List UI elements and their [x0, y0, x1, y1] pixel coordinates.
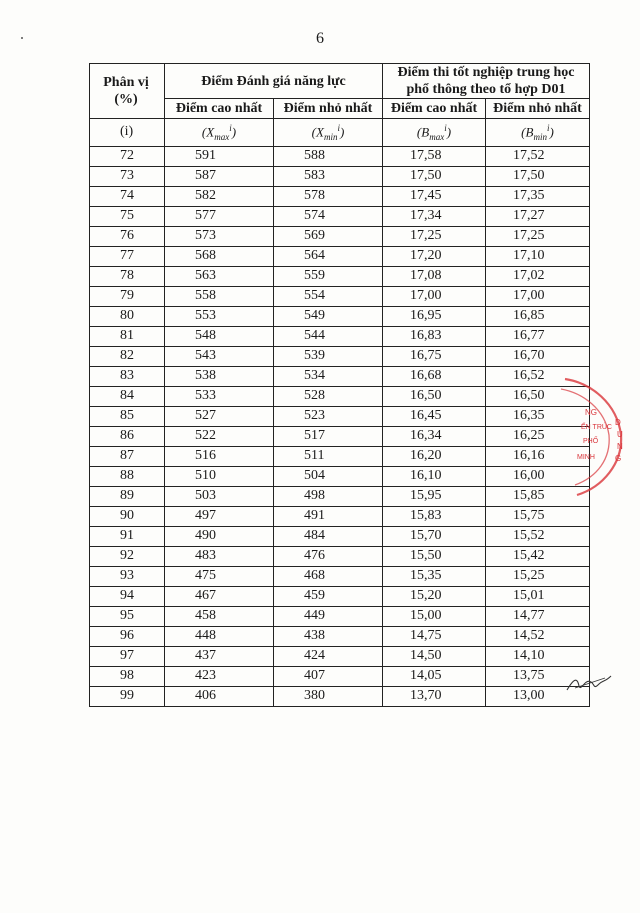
b-max-cell: 16,50	[383, 386, 486, 406]
x-min-cell: 476	[274, 546, 383, 566]
x-max-symbol: $(X_{max}^i)$	[165, 119, 274, 147]
percentile-score-table	[89, 63, 590, 707]
table-row	[90, 166, 590, 186]
table-row	[90, 226, 590, 246]
percentile-cell: 85	[90, 406, 165, 426]
x-max-cell: 406	[165, 686, 274, 706]
graduation-score-group-header: Điểm thi tốt nghiệp trung học phổ thông theo tổ hợp D01	[383, 64, 590, 99]
seal-letter-1: D	[615, 418, 621, 427]
b-max-cell: 15,83	[383, 506, 486, 526]
b-min-cell: 15,85	[486, 486, 590, 506]
b-min-cell: 13,75	[486, 666, 590, 686]
percentile-cell: 79	[90, 286, 165, 306]
percentile-cell: 94	[90, 586, 165, 606]
percentile-cell: 99	[90, 686, 165, 706]
b-min-cell: 16,35	[486, 406, 590, 426]
table-row	[90, 446, 590, 466]
x-min-header: Điểm nhỏ nhất	[274, 99, 383, 119]
b-max-cell: 14,05	[383, 666, 486, 686]
b-min-cell: 15,75	[486, 506, 590, 526]
table-row	[90, 386, 590, 406]
percentile-cell: 96	[90, 626, 165, 646]
table-row	[90, 686, 590, 706]
x-min-cell: 459	[274, 586, 383, 606]
x-max-cell: 587	[165, 166, 274, 186]
percent-header-label: (%)	[114, 92, 138, 107]
b-max-cell: 17,08	[383, 266, 486, 286]
percentile-cell: 95	[90, 606, 165, 626]
table-row	[90, 146, 590, 166]
b-min-cell: 17,52	[486, 146, 590, 166]
capacity-score-group-header: Điểm Đánh giá năng lực	[165, 64, 383, 99]
b-max-cell: 16,10	[383, 466, 486, 486]
table-row	[90, 206, 590, 226]
table-row	[90, 266, 590, 286]
i-symbol: (i)	[90, 119, 165, 147]
symbol-row	[90, 119, 590, 147]
percentile-cell: 84	[90, 386, 165, 406]
x-min-cell: 549	[274, 306, 383, 326]
x-max-cell: 538	[165, 366, 274, 386]
x-max-cell: 577	[165, 206, 274, 226]
page-number: 6	[316, 30, 324, 47]
percentile-cell: 93	[90, 566, 165, 586]
x-max-cell: 543	[165, 346, 274, 366]
percentile-cell: 97	[90, 646, 165, 666]
x-min-cell: 438	[274, 626, 383, 646]
seal-letter-3: N	[617, 442, 623, 451]
b-min-header: Điểm nhỏ nhất	[486, 99, 590, 119]
b-max-cell: 17,34	[383, 206, 486, 226]
b-min-cell: 16,70	[486, 346, 590, 366]
table-row	[90, 466, 590, 486]
b-min-symbol: $(B_{min}^i)$	[486, 119, 590, 147]
table-row	[90, 326, 590, 346]
x-max-cell: 591	[165, 146, 274, 166]
b-max-cell: 15,70	[383, 526, 486, 546]
percentile-header-label: Phân vị	[103, 75, 149, 90]
x-max-cell: 568	[165, 246, 274, 266]
x-min-cell: 583	[274, 166, 383, 186]
table-row	[90, 406, 590, 426]
b-min-cell: 16,85	[486, 306, 590, 326]
percentile-header	[90, 64, 165, 119]
b-max-cell: 13,70	[383, 686, 486, 706]
percentile-cell: 82	[90, 346, 165, 366]
x-max-cell: 533	[165, 386, 274, 406]
x-min-cell: 491	[274, 506, 383, 526]
b-min-cell: 15,01	[486, 586, 590, 606]
header-row-1	[90, 64, 590, 99]
x-min-cell: 578	[274, 186, 383, 206]
x-min-cell: 407	[274, 666, 383, 686]
b-max-cell: 15,50	[383, 546, 486, 566]
b-max-symbol: $(B_{max}^i)$	[383, 119, 486, 147]
b-min-cell: 14,52	[486, 626, 590, 646]
b-min-cell: 17,10	[486, 246, 590, 266]
percentile-cell: 72	[90, 146, 165, 166]
b-max-cell: 16,20	[383, 446, 486, 466]
x-min-cell: 498	[274, 486, 383, 506]
b-min-cell: 16,00	[486, 466, 590, 486]
b-max-cell: 15,35	[383, 566, 486, 586]
x-min-cell: 564	[274, 246, 383, 266]
b-max-cell: 14,75	[383, 626, 486, 646]
x-max-cell: 510	[165, 466, 274, 486]
b-max-cell: 16,68	[383, 366, 486, 386]
b-min-cell: 15,25	[486, 566, 590, 586]
b-max-cell: 15,95	[383, 486, 486, 506]
table-row	[90, 566, 590, 586]
b-min-cell: 15,52	[486, 526, 590, 546]
seal-text-1: NG	[585, 408, 597, 417]
x-min-cell: 569	[274, 226, 383, 246]
percentile-cell: 77	[90, 246, 165, 266]
percentile-cell: 91	[90, 526, 165, 546]
b-max-cell: 16,95	[383, 306, 486, 326]
b-max-cell: 16,34	[383, 426, 486, 446]
percentile-cell: 75	[90, 206, 165, 226]
table-row	[90, 286, 590, 306]
x-min-cell: 511	[274, 446, 383, 466]
x-min-cell: 588	[274, 146, 383, 166]
table-row	[90, 186, 590, 206]
percentile-cell: 78	[90, 266, 165, 286]
x-min-cell: 517	[274, 426, 383, 446]
seal-letter-2: U	[617, 430, 623, 439]
x-min-cell: 424	[274, 646, 383, 666]
x-max-cell: 527	[165, 406, 274, 426]
b-min-cell: 17,27	[486, 206, 590, 226]
b-min-cell: 17,02	[486, 266, 590, 286]
x-max-cell: 437	[165, 646, 274, 666]
x-max-cell: 522	[165, 426, 274, 446]
b-min-cell: 16,52	[486, 366, 590, 386]
handwritten-signature	[565, 672, 613, 694]
table-body	[90, 146, 590, 706]
x-min-cell: 468	[274, 566, 383, 586]
x-max-cell: 503	[165, 486, 274, 506]
b-min-cell: 16,50	[486, 386, 590, 406]
percentile-cell: 74	[90, 186, 165, 206]
x-max-cell: 563	[165, 266, 274, 286]
b-max-cell: 15,20	[383, 586, 486, 606]
x-max-cell: 448	[165, 626, 274, 646]
table-row	[90, 246, 590, 266]
x-min-cell: 534	[274, 366, 383, 386]
x-max-cell: 558	[165, 286, 274, 306]
b-min-cell: 16,77	[486, 326, 590, 346]
x-min-cell: 523	[274, 406, 383, 426]
table-row	[90, 486, 590, 506]
x-max-header: Điểm cao nhất	[165, 99, 274, 119]
b-min-cell: 16,25	[486, 426, 590, 446]
table-row	[90, 546, 590, 566]
table-row	[90, 646, 590, 666]
b-max-header: Điểm cao nhất	[383, 99, 486, 119]
b-max-cell: 17,50	[383, 166, 486, 186]
x-min-cell: 574	[274, 206, 383, 226]
table-row	[90, 426, 590, 446]
percentile-cell: 76	[90, 226, 165, 246]
x-min-cell: 554	[274, 286, 383, 306]
b-max-cell: 16,83	[383, 326, 486, 346]
b-min-cell: 17,00	[486, 286, 590, 306]
b-max-cell: 17,58	[383, 146, 486, 166]
percentile-cell: 98	[90, 666, 165, 686]
b-min-cell: 17,25	[486, 226, 590, 246]
x-max-cell: 573	[165, 226, 274, 246]
x-max-cell: 458	[165, 606, 274, 626]
percentile-cell: 81	[90, 326, 165, 346]
x-min-cell: 539	[274, 346, 383, 366]
table-row	[90, 586, 590, 606]
table-row	[90, 606, 590, 626]
table-row	[90, 526, 590, 546]
b-max-cell: 17,45	[383, 186, 486, 206]
x-max-cell: 483	[165, 546, 274, 566]
table-row	[90, 506, 590, 526]
percentile-cell: 88	[90, 466, 165, 486]
percentile-cell: 92	[90, 546, 165, 566]
percentile-cell: 83	[90, 366, 165, 386]
x-max-cell: 516	[165, 446, 274, 466]
b-min-cell: 13,00	[486, 686, 590, 706]
percentile-cell: 80	[90, 306, 165, 326]
percentile-cell: 86	[90, 426, 165, 446]
table-row	[90, 306, 590, 326]
x-max-cell: 548	[165, 326, 274, 346]
percentile-cell: 87	[90, 446, 165, 466]
table-row	[90, 346, 590, 366]
x-max-cell: 475	[165, 566, 274, 586]
seal-text-3: PHỐ	[583, 438, 599, 445]
x-max-cell: 553	[165, 306, 274, 326]
x-min-cell: 528	[274, 386, 383, 406]
percentile-cell: 89	[90, 486, 165, 506]
table-row	[90, 366, 590, 386]
header-row-2	[90, 99, 590, 119]
b-min-cell: 16,16	[486, 446, 590, 466]
x-max-cell: 490	[165, 526, 274, 546]
b-max-cell: 16,45	[383, 406, 486, 426]
percentile-cell: 90	[90, 506, 165, 526]
x-max-cell: 497	[165, 506, 274, 526]
x-min-cell: 449	[274, 606, 383, 626]
table-row	[90, 626, 590, 646]
x-max-cell: 467	[165, 586, 274, 606]
b-min-cell: 15,42	[486, 546, 590, 566]
seal-letter-4: G	[615, 454, 622, 463]
b-min-cell: 17,35	[486, 186, 590, 206]
b-max-cell: 15,00	[383, 606, 486, 626]
table-row	[90, 666, 590, 686]
percentile-cell: 73	[90, 166, 165, 186]
x-min-cell: 484	[274, 526, 383, 546]
b-min-cell: 17,50	[486, 166, 590, 186]
b-max-cell: 17,00	[383, 286, 486, 306]
x-max-cell: 582	[165, 186, 274, 206]
x-min-cell: 544	[274, 326, 383, 346]
b-max-cell: 17,25	[383, 226, 486, 246]
b-min-cell: 14,77	[486, 606, 590, 626]
seal-text-2: ẾN TRÚC	[581, 424, 612, 431]
b-max-cell: 14,50	[383, 646, 486, 666]
seal-text-4: MINH	[577, 454, 595, 461]
b-max-cell: 17,20	[383, 246, 486, 266]
b-max-cell: 16,75	[383, 346, 486, 366]
x-max-cell: 423	[165, 666, 274, 686]
x-min-cell: 559	[274, 266, 383, 286]
x-min-symbol: $(X_{min}^i)$	[274, 119, 383, 147]
x-min-cell: 380	[274, 686, 383, 706]
b-min-cell: 14,10	[486, 646, 590, 666]
x-min-cell: 504	[274, 466, 383, 486]
